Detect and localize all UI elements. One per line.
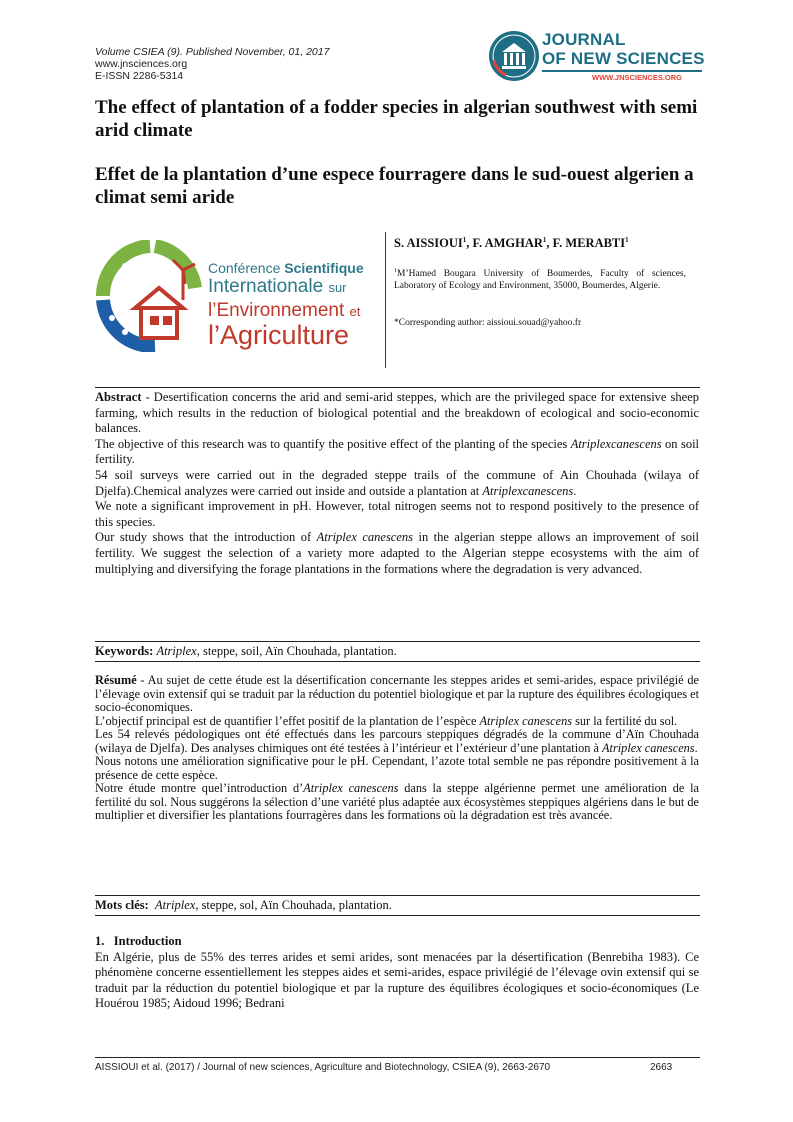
page-number: 2663 [650,1062,673,1073]
abstract-label: Abstract [95,390,142,404]
keywords: Keywords: Atriplex, steppe, soil, Aïn Chouhada, plantation. [95,644,397,658]
journal-logo [488,26,708,88]
author-3: F. MERABTI [552,236,626,251]
journal-logo-line1: JOURNAL [542,30,626,49]
motscles-bottom-rule [95,915,700,916]
conf-word-et: et [349,304,361,319]
keywords-top-rule [95,641,700,642]
introduction-text: En Algérie, plus de 55% des terres arides et semi arides, sont menacées par la désertification (Benrebiha 1983). Ce phénomène concerne essentiellement les steppes aides et semi-arides, espace privilégié de l’élevage ovin extensif qui se traduit par la réduction du potentiel biologique et par la rupture des équilibres écologiques et socio-économiques (Le Houérou 1985; Aidoud 1996; Bedrani [95,949,699,1011]
resume-label: Résumé [95,673,137,687]
journal-logo-url[interactable]: WWW.JNSCIENCES.ORG [592,73,683,82]
journal-logo-divider [542,70,702,72]
journal-logo-line2: OF NEW SCIENCES [542,49,705,68]
author-1: S. AISSIOUI [394,236,463,251]
header-divider-vertical [385,232,386,368]
introduction [95,934,699,1012]
affiliation: $^1$M’Hamed Bougara University of Boumerdes, Faculty of sciences, Laboratory of Ecology and Environment, 35000, Boumerdes, Algerie. [394,268,686,291]
footer-rule [95,1057,700,1058]
abstract: Abstract - Desertification concerns the arid and semi-arid steppes, which are the privileged space for extensive sheep farming, which results in the reduction of biological potential and the breakdown of ecological and socio-economic balances. The objective of this research was to quantify the positive effect of the planting of the species Atriplexcanescens on soil fertility. 54 soil surveys were carried out in the degraded steppe trails of the commune of Ain Chouhada (wilaya of Djelfa).Chemical analyzes were carried out inside and outside a plantation at Atriplexcanescens. We note a significant improvement in pH. However, total nitrogen seems not to respond positively to the presence of this species. Our study shows that the introduction of Atriplex canescens in the algerian steppe allows an improvement of soil fertility. We suggest the selection of a variety more adapted to the Algerian steppe ecosystems with the aim of multiplying and diversifying the forage plantations in the formations where the degradation is very advanced. [95,390,700,576]
mots-cles: Mots clés: Atriplex, steppe, sol, Aïn Chouhada, plantation. [95,898,392,912]
conf-word-conference: Conférence [208,260,281,276]
conf-word-agriculture: l’Agriculture [208,320,350,350]
conference-logo [95,240,380,360]
title-english: The effect of plantation of a fodder species in algerian southwest with semi arid climate [95,97,698,141]
journal-issn: E-ISSN 2286-5314 [95,70,184,82]
introduction-heading: 1. Introduction [95,934,182,948]
keywords-bottom-rule [95,661,700,662]
footer [95,1062,700,1073]
abstract-top-rule [95,387,700,388]
title-french: Effet de la plantation d’une espece fourragere dans le sud-ouest algerien a climat semi aride [95,164,694,208]
conf-word-internationale: Internationale [208,276,324,297]
conference-earth-house-windmill-icon [95,240,205,352]
resume: Résumé - Au sujet de cette étude est la désertification concernante les steppes arides et semi-arides, espace privilégié de l’élevage ovin extensif qui se traduit par la réduction du potentiel biologique et par la rupture des équilibres écologiques et socio-économiques. L’objectif principal est de quantifier l’effet positif de la plantation de l’espèce Atriplex canescens sur la fertilité du sol. Les 54 relevés pédologiques ont été effectués dans les parcours steppiques dégradés de la commune d’Aïn Chouhada (wilaya de Djelfa). Des analyses chimiques ont été testées à l’intérieur et l’extérieur d’une plantation à Atriplex canescens. Nous notons une amélioration significative pour le pH. Cependant, l’azote total semble ne pas répondre positivement à la présence de cette espèce. Notre étude montre quel’introduction d’Atriplex canescens dans la steppe algérienne permet une amélioration de la fertilité du sol. Nous suggérons la sélection d’une variété plus adaptée aux écosystèmes steppiques algériens dans le but de multiplier et diversifier les plantations fourragères dans les formations où la dégradation est très avancée. [95,673,699,822]
journal-website[interactable]: www.jnsciences.org [95,58,188,70]
conf-word-sur: sur [328,280,347,295]
conf-word-scientifique: Scientifique [284,260,364,276]
volume-info: Volume CSIEA (9). Published November, 01, 2017 [95,46,330,58]
motscles-top-rule [95,895,700,896]
author-list: S. AISSIOUI$^1$, F. AMGHAR$^1$, F. MERABTI$^1$ [394,236,629,251]
conf-word-environnement: l’Environnement [208,300,345,321]
author-2: F. AMGHAR [472,236,543,251]
journal-building-emblem-icon [488,30,540,82]
journal-meta [95,46,329,82]
footer-citation: AISSIOUI et al. (2017) / Journal of new sciences, Agriculture and Biotechnology, CSIEA (9), 2663-2670 [95,1062,551,1073]
corresponding-author[interactable]: *Corresponding author: aissioui.souad@yahoo.fr [394,318,582,328]
